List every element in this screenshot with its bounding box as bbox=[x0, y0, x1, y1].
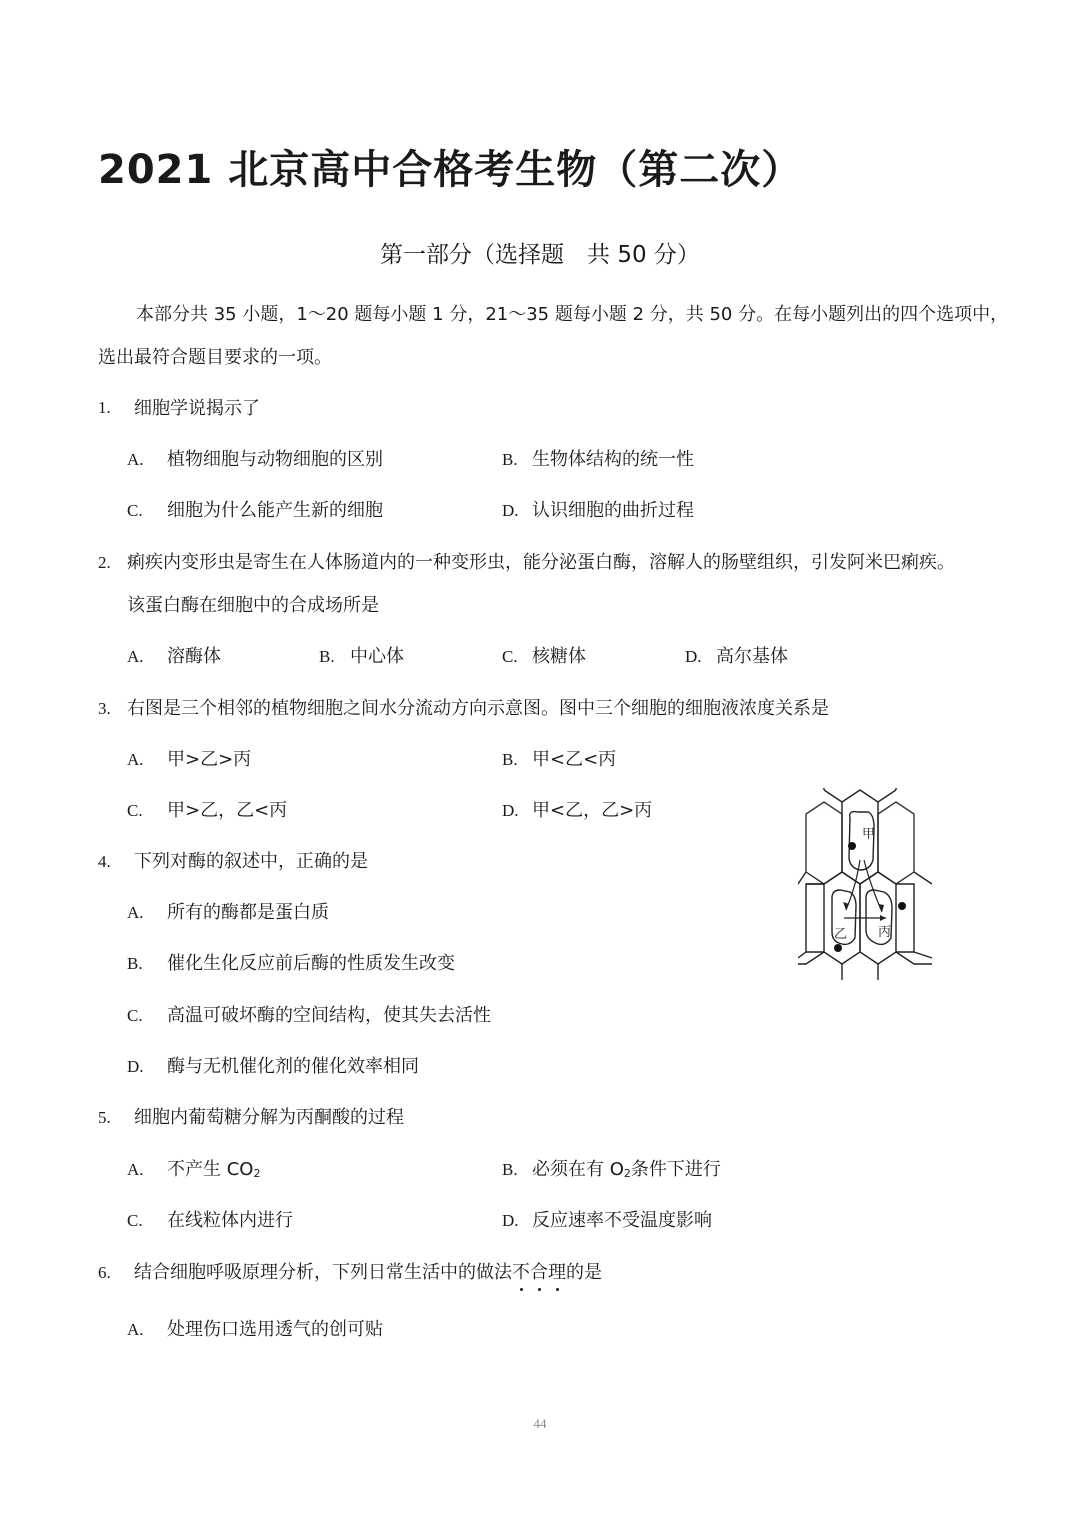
option-d-label: D. bbox=[502, 801, 519, 820]
question-stem-line-2: 该蛋白酶在细胞中的合成场所是 bbox=[127, 595, 379, 616]
emphasis-char-2: 合 bbox=[530, 1262, 548, 1283]
option-b-label: B. bbox=[319, 647, 335, 666]
option-b-label: B. bbox=[127, 954, 143, 973]
option-c-text: 高温可破坏酶的空间结构，使其失去活性 bbox=[167, 1005, 491, 1026]
question-number: 4. bbox=[98, 852, 111, 871]
option-b-label: B. bbox=[502, 750, 518, 769]
subscript-2: 2 bbox=[623, 1167, 631, 1180]
option-d-text: 高尔基体 bbox=[716, 646, 788, 667]
question-number: 5. bbox=[98, 1108, 111, 1127]
option-a-label: A. bbox=[127, 1320, 144, 1339]
option-d-label: D. bbox=[502, 501, 519, 520]
option-b-label: B. bbox=[502, 1160, 518, 1179]
option-d-text: 酶与无机催化剂的催化效率相同 bbox=[167, 1056, 419, 1077]
option-a-text: 处理伤口选用透气的创可贴 bbox=[167, 1319, 383, 1340]
cell-diagram-svg bbox=[798, 788, 932, 980]
question-stem bbox=[134, 1261, 602, 1285]
option-a-text: 所有的酶都是蛋白质 bbox=[167, 902, 329, 923]
option-a-text: 植物细胞与动物细胞的区别 bbox=[167, 449, 383, 470]
cell-label-yi: 乙 bbox=[834, 927, 848, 942]
option-d-label: D. bbox=[127, 1057, 144, 1076]
question-stem: 右图是三个相邻的植物细胞之间水分流动方向示意图。图中三个细胞的细胞液浓度关系是 bbox=[127, 698, 829, 719]
plant-cells-water-flow-diagram bbox=[798, 788, 932, 984]
question-number: 1. bbox=[98, 398, 111, 417]
option-b-text: 生物体结构的统一性 bbox=[532, 449, 694, 470]
instructions-line-1: 本部分共 35 小题，1～20 题每小题 1 分，21～35 题每小题 2 分，共 50 分。在每小题列出的四个选项中， bbox=[136, 304, 1009, 325]
cell-label-jia: 甲 bbox=[862, 827, 876, 842]
cell-label-bing: 丙 bbox=[878, 925, 892, 940]
option-a-label: A. bbox=[127, 647, 144, 666]
option-a-main: 不产生 CO bbox=[167, 1159, 254, 1180]
option-b-label: B. bbox=[502, 450, 518, 469]
option-c-label: C. bbox=[502, 647, 518, 666]
option-d-label: D. bbox=[685, 647, 702, 666]
option-b-part-2: 条件下进行 bbox=[630, 1159, 721, 1180]
option-d-text: 认识细胞的曲折过程 bbox=[532, 500, 694, 521]
option-c-text: 细胞为什么能产生新的细胞 bbox=[167, 500, 383, 521]
question-stem-line-1: 痢疾内变形虫是寄生在人体肠道内的一种变形虫，能分泌蛋白酶，溶解人的肠壁组织，引发阿米巴痢疾。 bbox=[127, 552, 955, 573]
stem-suffix: 的是 bbox=[566, 1262, 602, 1283]
option-a-label: A. bbox=[127, 1160, 144, 1179]
option-d-label: D. bbox=[502, 1211, 519, 1230]
option-c-label: C. bbox=[127, 801, 143, 820]
option-a-text: 溶酶体 bbox=[167, 646, 221, 667]
subscript-2: 2 bbox=[253, 1167, 261, 1180]
question-stem: 细胞内葡萄糖分解为丙酮酸的过程 bbox=[134, 1107, 404, 1128]
option-b-text: 催化生化反应前后酶的性质发生改变 bbox=[167, 953, 455, 974]
option-c-label: C. bbox=[127, 501, 143, 520]
nucleus-right bbox=[898, 902, 906, 910]
question-stem: 细胞学说揭示了 bbox=[134, 398, 260, 419]
option-c-text: 在线粒体内进行 bbox=[167, 1210, 293, 1231]
page-number: 44 bbox=[533, 1416, 547, 1431]
option-c-text: 核糖体 bbox=[532, 646, 586, 667]
option-a-label: A. bbox=[127, 750, 144, 769]
option-d-text: 甲<乙，乙>丙 bbox=[532, 800, 653, 821]
arrow-top-to-right bbox=[864, 860, 882, 912]
nucleus-top bbox=[848, 842, 856, 850]
option-d-text: 反应速率不受温度影响 bbox=[532, 1210, 712, 1231]
question-number: 2. bbox=[98, 553, 111, 572]
page-title: 2021 北京高中合格考生物（第二次） bbox=[98, 147, 803, 193]
question-number: 3. bbox=[98, 699, 111, 718]
option-b-text: 中心体 bbox=[350, 646, 404, 667]
question-number: 6. bbox=[98, 1263, 111, 1282]
stem-prefix: 结合细胞呼吸原理分析，下列日常生活中的做法 bbox=[134, 1262, 512, 1283]
option-a-text: 甲>乙>丙 bbox=[167, 749, 252, 770]
option-c-text: 甲>乙，乙<丙 bbox=[167, 800, 288, 821]
question-stem: 下列对酶的叙述中，正确的是 bbox=[134, 851, 368, 872]
option-b-text: 甲<乙<丙 bbox=[532, 749, 617, 770]
option-a-label: A. bbox=[127, 450, 144, 469]
option-b-part-1: 必须在有 O bbox=[532, 1159, 624, 1180]
option-a-label: A. bbox=[127, 903, 144, 922]
nucleus-left bbox=[834, 944, 842, 952]
option-b-text bbox=[532, 1158, 721, 1186]
option-c-label: C. bbox=[127, 1211, 143, 1230]
section-heading: 第一部分（选择题 共 50 分） bbox=[380, 242, 700, 268]
option-c-label: C. bbox=[127, 1006, 143, 1025]
instructions-line-2: 选出最符合题目要求的一项。 bbox=[98, 347, 332, 368]
emphasis-char-1: 不 bbox=[512, 1262, 530, 1283]
emphasis-char-3: 理 bbox=[548, 1262, 566, 1283]
option-a-text bbox=[167, 1158, 260, 1186]
